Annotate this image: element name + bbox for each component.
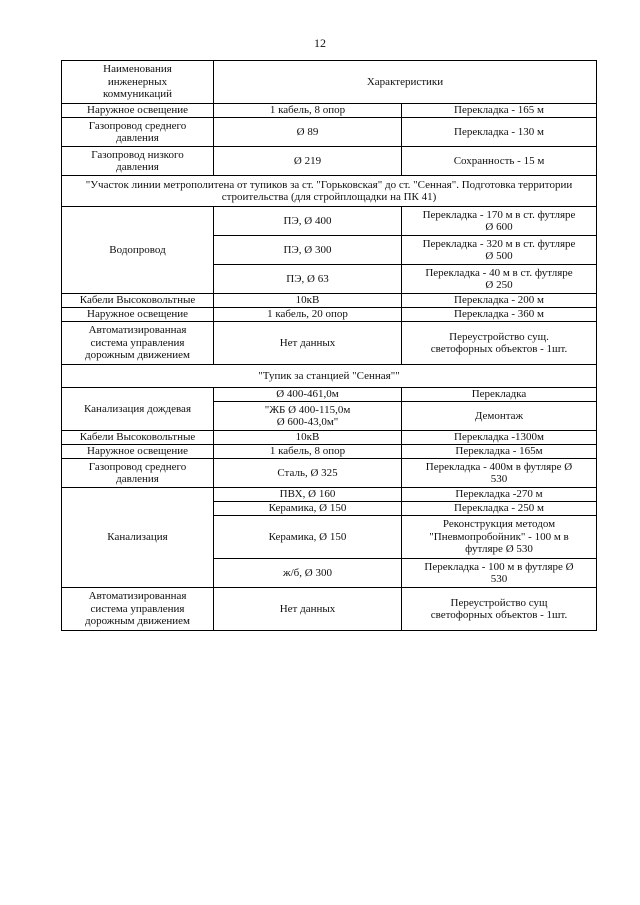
utility-name: Канализация: [62, 488, 214, 588]
utility-action: Перекладка - 200 м: [402, 294, 597, 308]
table-row: [62, 207, 597, 236]
utility-name: Газопровод среднего давления: [62, 118, 214, 147]
utility-action: Реконструкция методом "Пневмопробойник" - 100 м в футляре Ø 530: [402, 516, 597, 559]
utility-action: Демонтаж: [402, 402, 597, 431]
utility-action: Перекладка - 360 м: [402, 308, 597, 322]
page-number: 12: [314, 36, 326, 50]
utility-spec: 1 кабель, 8 опор: [214, 104, 402, 118]
table-row: [62, 445, 597, 459]
engineering-utilities-table: [61, 60, 597, 631]
utility-action: Сохранность - 15 м: [402, 147, 597, 176]
utility-action: Перекладка: [402, 388, 597, 402]
table-row: [62, 147, 597, 176]
utility-name: Водопровод: [62, 207, 214, 294]
utility-spec: "ЖБ Ø 400-115,0м Ø 600-43,0м": [214, 402, 402, 431]
utility-action: Перекладка - 165 м: [402, 104, 597, 118]
table-row: [62, 322, 597, 365]
utility-spec: ПВХ, Ø 160: [214, 488, 402, 502]
table-row: [62, 588, 597, 631]
utility-name: Наружное освещение: [62, 104, 214, 118]
utility-spec: Ø 219: [214, 147, 402, 176]
utility-spec: Ø 89: [214, 118, 402, 147]
table-row: [62, 118, 597, 147]
table-header-row: [62, 61, 597, 104]
utility-action: Переустройство сущ. светофорных объектов - 1шт.: [402, 322, 597, 365]
utility-name: Кабели Высоковольтные: [62, 431, 214, 445]
table-row: [62, 488, 597, 502]
utility-spec: Нет данных: [214, 588, 402, 631]
utility-action: Переустройство сущ светофорных объектов - 1шт.: [402, 588, 597, 631]
utility-name: Наружное освещение: [62, 308, 214, 322]
utility-action: Перекладка -270 м: [402, 488, 597, 502]
utility-spec: ж/б, Ø 300: [214, 559, 402, 588]
utility-name: Наружное освещение: [62, 445, 214, 459]
utility-spec: Сталь, Ø 325: [214, 459, 402, 488]
section-title: "Участок линии метрополитена от тупиков за ст. "Горьковская" до ст. "Сенная". Подготовка территории строительства (для стройплощадки на ПК 41): [62, 176, 597, 207]
utility-action: Перекладка - 320 м в ст. футляре Ø 500: [402, 236, 597, 265]
utility-action: Перекладка - 40 м в ст. футляре Ø 250: [402, 265, 597, 294]
header-characteristics: Характеристики: [214, 61, 597, 104]
utility-spec: 10кВ: [214, 294, 402, 308]
utility-name: Канализация дождевая: [62, 388, 214, 431]
utility-action: Перекладка - 165м: [402, 445, 597, 459]
utility-action: Перекладка - 170 м в ст. футляре Ø 600: [402, 207, 597, 236]
table-row: [62, 308, 597, 322]
utility-name: Газопровод среднего давления: [62, 459, 214, 488]
table-row: [62, 431, 597, 445]
utility-spec: Керамика, Ø 150: [214, 502, 402, 516]
table-row: [62, 104, 597, 118]
utility-action: Перекладка - 400м в футляре Ø 530: [402, 459, 597, 488]
utility-spec: Ø 400-461,0м: [214, 388, 402, 402]
section-title: "Тупик за станцией "Сенная"": [62, 365, 597, 388]
utility-spec: Нет данных: [214, 322, 402, 365]
utility-action: Перекладка -1300м: [402, 431, 597, 445]
utility-name: Газопровод низкого давления: [62, 147, 214, 176]
utility-spec: Керамика, Ø 150: [214, 516, 402, 559]
utility-name: Автоматизированная система управления дорожным движением: [62, 588, 214, 631]
table-row: [62, 459, 597, 488]
section-header-row: [62, 176, 597, 207]
utility-action: Перекладка - 130 м: [402, 118, 597, 147]
utility-spec: ПЭ, Ø 300: [214, 236, 402, 265]
utility-spec: 10кВ: [214, 431, 402, 445]
utility-action: Перекладка - 250 м: [402, 502, 597, 516]
utility-name: Кабели Высоковольтные: [62, 294, 214, 308]
utility-spec: ПЭ, Ø 63: [214, 265, 402, 294]
utility-spec: 1 кабель, 20 опор: [214, 308, 402, 322]
header-utility-name: Наименования инженерных коммуникаций: [62, 61, 214, 104]
utility-name: Автоматизированная система управления дорожным движением: [62, 322, 214, 365]
table-row: [62, 294, 597, 308]
utility-action: Перекладка - 100 м в футляре Ø 530: [402, 559, 597, 588]
utility-spec: 1 кабель, 8 опор: [214, 445, 402, 459]
table-row: [62, 388, 597, 402]
section-header-row: [62, 365, 597, 388]
utility-spec: ПЭ, Ø 400: [214, 207, 402, 236]
